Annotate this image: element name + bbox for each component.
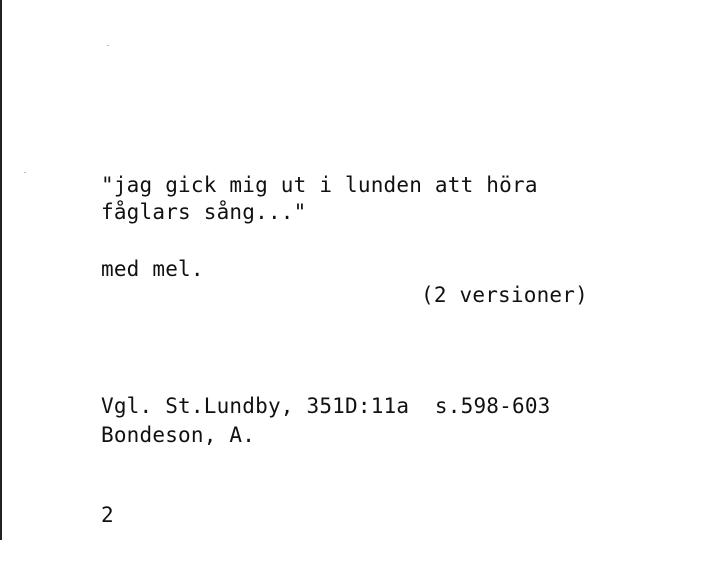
paper-speck bbox=[24, 172, 26, 173]
song-title-line-2: fåglars sång..." bbox=[101, 200, 307, 224]
paper-speck bbox=[107, 45, 109, 46]
collector-name: Bondeson, A. bbox=[101, 423, 256, 447]
card-number: 2 bbox=[101, 503, 114, 527]
song-title-line-1: "jag gick mig ut i lunden att höra bbox=[101, 173, 538, 197]
card-left-edge bbox=[0, 0, 2, 540]
melody-note: med mel. bbox=[101, 257, 204, 281]
versions-note: (2 versioner) bbox=[421, 283, 588, 307]
reference-line: Vgl. St.Lundby, 351D:11a s.598-603 bbox=[101, 394, 551, 418]
